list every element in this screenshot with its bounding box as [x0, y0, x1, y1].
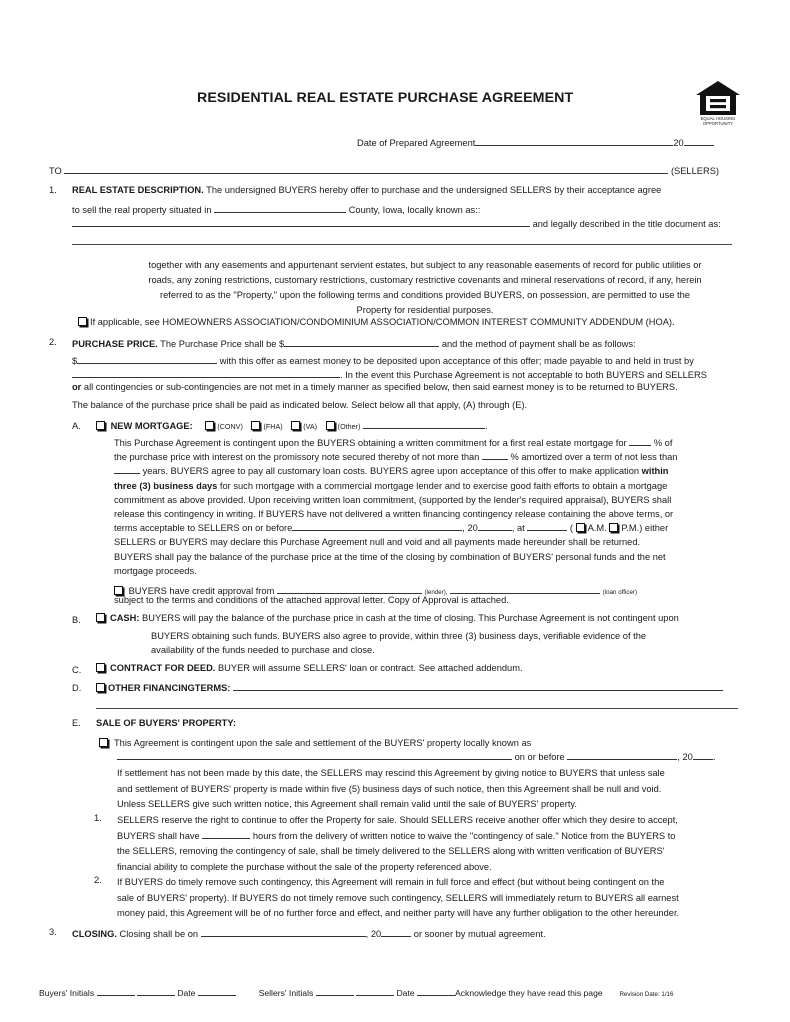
paragraph-line: If BUYERS do timely remove such contingency, this Agreement will remain in full force and effect (but without being contingent on the	[117, 877, 665, 887]
section2-line1	[72, 337, 636, 349]
paragraph-line: sale of BUYERS' property). If BUYERS do not timely remove such contingency, SELLERS will immediately return to BUYERS all earnest	[117, 892, 679, 903]
section1-line3	[72, 217, 721, 229]
or-bold: or	[72, 382, 82, 392]
mortgage-text: for such mortgage with a commercial mortgage lender and to exercise good faith efforts to obtain a mortgage	[217, 480, 668, 491]
contract-for-deed-heading: CONTRACT FOR DEED.	[110, 663, 216, 673]
paragraph-line: the SELLERS, removing the contingency of sale, shall be timely delivered to the SELLERS along with written verification of BUYERS'	[117, 846, 665, 856]
fha-checkbox[interactable]	[251, 421, 260, 430]
buyers-property-field[interactable]	[117, 750, 512, 760]
section2-heading: PURCHASE PRICE.	[72, 339, 158, 349]
mortgage-line7: terms acceptable to SELLERS on or before , 20 , at ( A.M. P.M.) either	[114, 523, 669, 534]
acknowledge-text: Acknowledge they have read this page	[455, 988, 603, 998]
at-label: , at	[511, 523, 525, 534]
equal-housing-caption	[693, 116, 743, 126]
other-financing-heading: OTHER FINANCINGTERMS:	[108, 683, 231, 693]
mortgage-line10: mortgage proceeds.	[114, 565, 197, 576]
year-prefix: , 20	[462, 523, 478, 534]
other-financing-field-line2[interactable]	[96, 708, 738, 709]
contract-for-deed-checkbox[interactable]	[96, 663, 105, 672]
buyers-date-label: Date	[177, 988, 196, 998]
paragraph-line: money paid, this Agreement will be of no further force and effect, and neither party will have any further obligation to the other hereunder.	[117, 908, 680, 918]
trust-holder-field[interactable]	[72, 368, 340, 378]
hours-label: BUYERS shall have	[117, 830, 200, 841]
am-label: A.M.	[587, 523, 607, 534]
balance-text: The balance of the purchase price shall be paid as indicated below. Select below all that apply, (A) through (E).	[72, 400, 528, 410]
credit-approval-label: BUYERS have credit approval from	[128, 586, 275, 596]
section2-line4	[72, 382, 678, 392]
mortgage-line5: commitment as above provided. Upon receiving written loan commitment, (supported by the lender's required appraisal), BUYERS shall	[114, 494, 672, 505]
credit-approval-line2: subject to the terms and conditions of the attached approval letter. Copy of Approval is attached.	[114, 595, 509, 605]
acceptance-text: . In the event this Purchase Agreement is not acceptable to both BUYERS and SELLERS	[340, 370, 707, 380]
property-paragraph	[110, 258, 740, 318]
sellers-date-field[interactable]	[417, 987, 455, 996]
section1-heading: REAL ESTATE DESCRIPTION.	[72, 185, 204, 195]
lender-field[interactable]	[277, 584, 422, 594]
new-mortgage-checkbox[interactable]	[96, 421, 105, 430]
mortgage-text: % amortized over a term of not less than	[510, 452, 678, 463]
settlement-paragraph	[117, 766, 665, 813]
section1-line1	[72, 185, 661, 195]
year-prefix: , 20	[365, 929, 382, 939]
contract-for-deed-text: BUYER will assume SELLERS' loan or contract. See attached addendum.	[215, 663, 523, 673]
credit-approval-checkbox[interactable]	[114, 586, 123, 595]
paragraph-line: Unless SELLERS give such written notice, this Agreement shall remain valid until the sale of BUYERS' property.	[117, 799, 577, 809]
date-prepared-field[interactable]	[475, 136, 673, 146]
loan-term-field[interactable]	[114, 464, 140, 474]
date-prepared-row	[357, 136, 714, 148]
option-d-letter: D.	[72, 683, 82, 693]
section1-text: The undersigned BUYERS hereby offer to purchase and the undersigned SELLERS by their acceptance agree	[203, 185, 662, 195]
va-checkbox[interactable]	[291, 421, 300, 430]
legal-description-field[interactable]	[72, 244, 732, 245]
waiver-hours-field[interactable]	[202, 829, 250, 839]
contingency-text: all contingencies or sub-contingencies are not met in a timely manner as specified below, then said earnest money is to be returned to BUYERS.	[81, 382, 678, 392]
payment-method-label: and the method of payment shall be as follows:	[441, 339, 636, 349]
option-a-row: NEW MORTGAGE: (CONV) (FHA) (VA) (Other) .	[96, 419, 488, 431]
paragraph-line: Property for residential purposes.	[356, 305, 494, 315]
section2-line5	[72, 400, 527, 410]
paragraph-line: referred to as the "Property," upon the following terms and conditions provided BUYERS, on possession, are permitted to use the	[160, 290, 690, 300]
mortgage-line8: SELLERS or BUYERS may declare this Purchase Agreement null and void and all payments made hereunder shall be returned.	[114, 537, 641, 548]
mortgage-text: % of	[653, 438, 673, 448]
mortgage-text: This Purchase Agreement is contingent upon the BUYERS obtaining a written commitment for a first real estate mortgage for	[114, 438, 627, 448]
e-item1	[117, 813, 678, 875]
mortgage-text: years. BUYERS agree to pay all customary loan costs. BUYERS agree upon acceptance of this offer to make application	[142, 466, 642, 477]
buyers-date-field[interactable]	[198, 987, 236, 996]
hoa-row	[78, 317, 675, 327]
sale-property-row: on or before , 20 .	[117, 750, 715, 762]
county-suffix: County, Iowa, locally known as::	[348, 205, 481, 215]
three-days-bold: three (3) business days	[114, 480, 218, 491]
section2-line3	[72, 368, 707, 380]
settlement-date-field[interactable]	[567, 750, 677, 760]
lender-label: (lender),	[424, 589, 448, 596]
am-checkbox[interactable]	[576, 523, 585, 532]
loan-officer-field[interactable]	[450, 584, 600, 594]
conv-checkbox[interactable]	[205, 421, 214, 430]
option-b-letter: B.	[72, 615, 81, 625]
footer	[39, 987, 673, 998]
mortgage-percent-field[interactable]	[629, 436, 651, 446]
pm-label: P.M.) either	[621, 523, 669, 534]
other-mortgage-field[interactable]	[363, 419, 485, 429]
closing-year-field[interactable]	[381, 927, 411, 937]
paragraph-line	[117, 829, 678, 845]
option-a-letter: A.	[72, 421, 81, 431]
e-item1-number: 1.	[94, 813, 102, 823]
revision-date: Revision Date: 1/16	[619, 991, 674, 998]
purchase-price-field[interactable]	[284, 337, 439, 347]
cash-checkbox[interactable]	[96, 613, 105, 622]
e-item2	[117, 875, 679, 922]
pm-checkbox[interactable]	[609, 523, 618, 532]
loan-officer-label: (loan officer)	[602, 589, 638, 596]
sellers-date-label: Date	[396, 988, 415, 998]
county-field[interactable]	[214, 203, 346, 213]
purchase-price-label: The Purchase Price shall be $	[157, 339, 285, 349]
closing-date-field[interactable]	[201, 927, 366, 937]
seller-initial-1-field[interactable]	[316, 987, 354, 996]
option-c-row	[96, 663, 523, 673]
document-title: RESIDENTIAL REAL ESTATE PURCHASE AGREEMENT	[197, 90, 574, 106]
to-row	[49, 164, 719, 176]
va-label: (VA)	[303, 422, 318, 431]
cash-text: BUYERS will pay the balance of the purchase price in cash at the time of closing. This Purchase Agreement is not contingent upon	[139, 613, 679, 623]
sellers-initials-label: Sellers' Initials	[258, 988, 314, 998]
paragraph-line: SELLERS reserve the right to continue to offer the Property for sale. Should SELLERS receive another offer which they desire to accept,	[117, 815, 678, 825]
conv-label: (CONV)	[217, 422, 243, 431]
year-prefix: , 20	[677, 752, 693, 762]
other-financing-field[interactable]	[233, 681, 723, 691]
logo-line1: EQUAL HOUSING	[700, 116, 736, 121]
option-b-row	[96, 613, 679, 623]
release-date-field[interactable]	[292, 521, 462, 531]
hoa-checkbox[interactable]	[78, 317, 87, 326]
date-year-field[interactable]	[684, 136, 714, 146]
closing-heading: CLOSING.	[72, 929, 117, 939]
release-year-field[interactable]	[478, 521, 512, 531]
other-financing-checkbox[interactable]	[96, 683, 105, 692]
sale-of-property-heading: SALE OF BUYERS' PROPERTY:	[96, 718, 236, 728]
buyer-initial-1-field[interactable]	[97, 987, 135, 996]
fha-label: (FHA)	[263, 422, 283, 431]
option-e-letter: E.	[72, 718, 81, 728]
mortgage-text: terms acceptable to SELLERS on or before	[114, 523, 293, 534]
option-c-letter: C.	[72, 665, 82, 675]
other-checkbox[interactable]	[326, 421, 335, 430]
dollar-sign: $	[72, 356, 78, 366]
interest-rate-field[interactable]	[482, 450, 508, 460]
paragraph-line: and settlement of BUYERS' property is made within five (5) business days of such notice, then this Agreement shall be null and void.	[117, 783, 662, 794]
paragraph-line: together with any easements and appurtenant servient estates, but subject to any reasonable easements of record for public utilities or	[148, 260, 702, 270]
mortgage-line9: BUYERS shall pay the balance of the purchase price at the time of the closing by combination of BUYERS' personal funds and the net	[114, 551, 666, 562]
within-bold: within	[641, 466, 669, 477]
new-mortgage-heading: NEW MORTGAGE:	[110, 421, 193, 431]
mortgage-line6: release this contingency in writing. If BUYERS have not delivered a written financing contingency release containing the above terms, or	[114, 509, 674, 520]
mortgage-paragraph	[114, 436, 677, 578]
paragraph-line: roads, any zoning restrictions, customary restrictions, customary restrictive covenants and mineral reservations of record, if any, herein	[148, 275, 702, 285]
mortgage-line2	[114, 450, 677, 464]
section1-number: 1.	[49, 185, 57, 195]
cash-line2: BUYERS obtaining such funds. BUYERS also agree to provide, within three (3) business days, verifiable evidence of the	[151, 631, 647, 641]
sellers-label: (SELLERS)	[670, 166, 719, 176]
paragraph-line: financial ability to complete the purchase without the sale of the property referenced above.	[117, 861, 492, 872]
to-label: TO	[49, 166, 62, 176]
local-address-field[interactable]	[72, 217, 530, 227]
section3-number: 3.	[49, 927, 57, 937]
cash-heading: CASH:	[110, 613, 140, 623]
mortgage-line3	[114, 464, 677, 478]
hoa-label: If applicable, see HOMEOWNERS ASSOCIATION/CONDOMINIUM ASSOCIATION/COMMON INTEREST COMMUNITY ADDENDUM (HOA).	[90, 317, 675, 327]
county-label: to sell the real property situated in	[72, 205, 212, 215]
mortgage-line4	[114, 479, 677, 493]
paragraph-line: If settlement has not been made by this date, the SELLERS may rescind this Agreement by giving notice to BUYERS that unless sale	[117, 768, 665, 778]
section3-row	[72, 927, 546, 939]
mortgage-text: the purchase price with interest on the promissory note secured thereby of not more than	[114, 452, 480, 463]
section1-line2	[72, 203, 480, 215]
cash-line3: availability of the funds needed to purchase and close.	[151, 645, 375, 655]
sale-contingency-row	[99, 738, 531, 748]
date-year-prefix: 20	[673, 138, 684, 148]
seller-initial-2-field[interactable]	[356, 987, 394, 996]
closing-label: Closing shall be on	[116, 929, 199, 939]
on-or-before-label: on or before	[514, 752, 565, 762]
section2-line2	[72, 354, 694, 366]
sale-contingency-label: This Agreement is contingent upon the sale and settlement of the BUYERS' property locally known as	[114, 738, 532, 748]
settlement-year-field[interactable]	[693, 750, 713, 760]
buyers-initials-label: Buyers' Initials	[39, 988, 95, 998]
e-item2-number: 2.	[94, 875, 102, 885]
other-label: (Other)	[337, 422, 361, 431]
buyer-initial-2-field[interactable]	[137, 987, 175, 996]
legal-desc-label: and legally described in the title document as:	[532, 219, 721, 229]
earnest-money-text: with this offer as earnest money to be deposited upon acceptance of this offer; made payable to and held in trust by	[219, 356, 694, 366]
closing-suffix: or sooner by mutual agreement.	[413, 929, 546, 939]
release-time-field[interactable]	[527, 521, 567, 531]
earnest-money-field[interactable]	[77, 354, 217, 364]
sellers-name-field[interactable]	[64, 164, 668, 174]
section2-number: 2.	[49, 337, 57, 347]
logo-line2: OPPORTUNITY	[702, 121, 734, 126]
option-d-row	[96, 681, 723, 693]
waiver-text: hours from the delivery of written notice to waive the "contingency of sale." Notice from the BUYERS to	[252, 830, 676, 841]
date-prepared-label: Date of Prepared Agreement	[357, 138, 476, 148]
sale-contingency-checkbox[interactable]	[99, 738, 108, 747]
mortgage-line1	[114, 436, 677, 450]
